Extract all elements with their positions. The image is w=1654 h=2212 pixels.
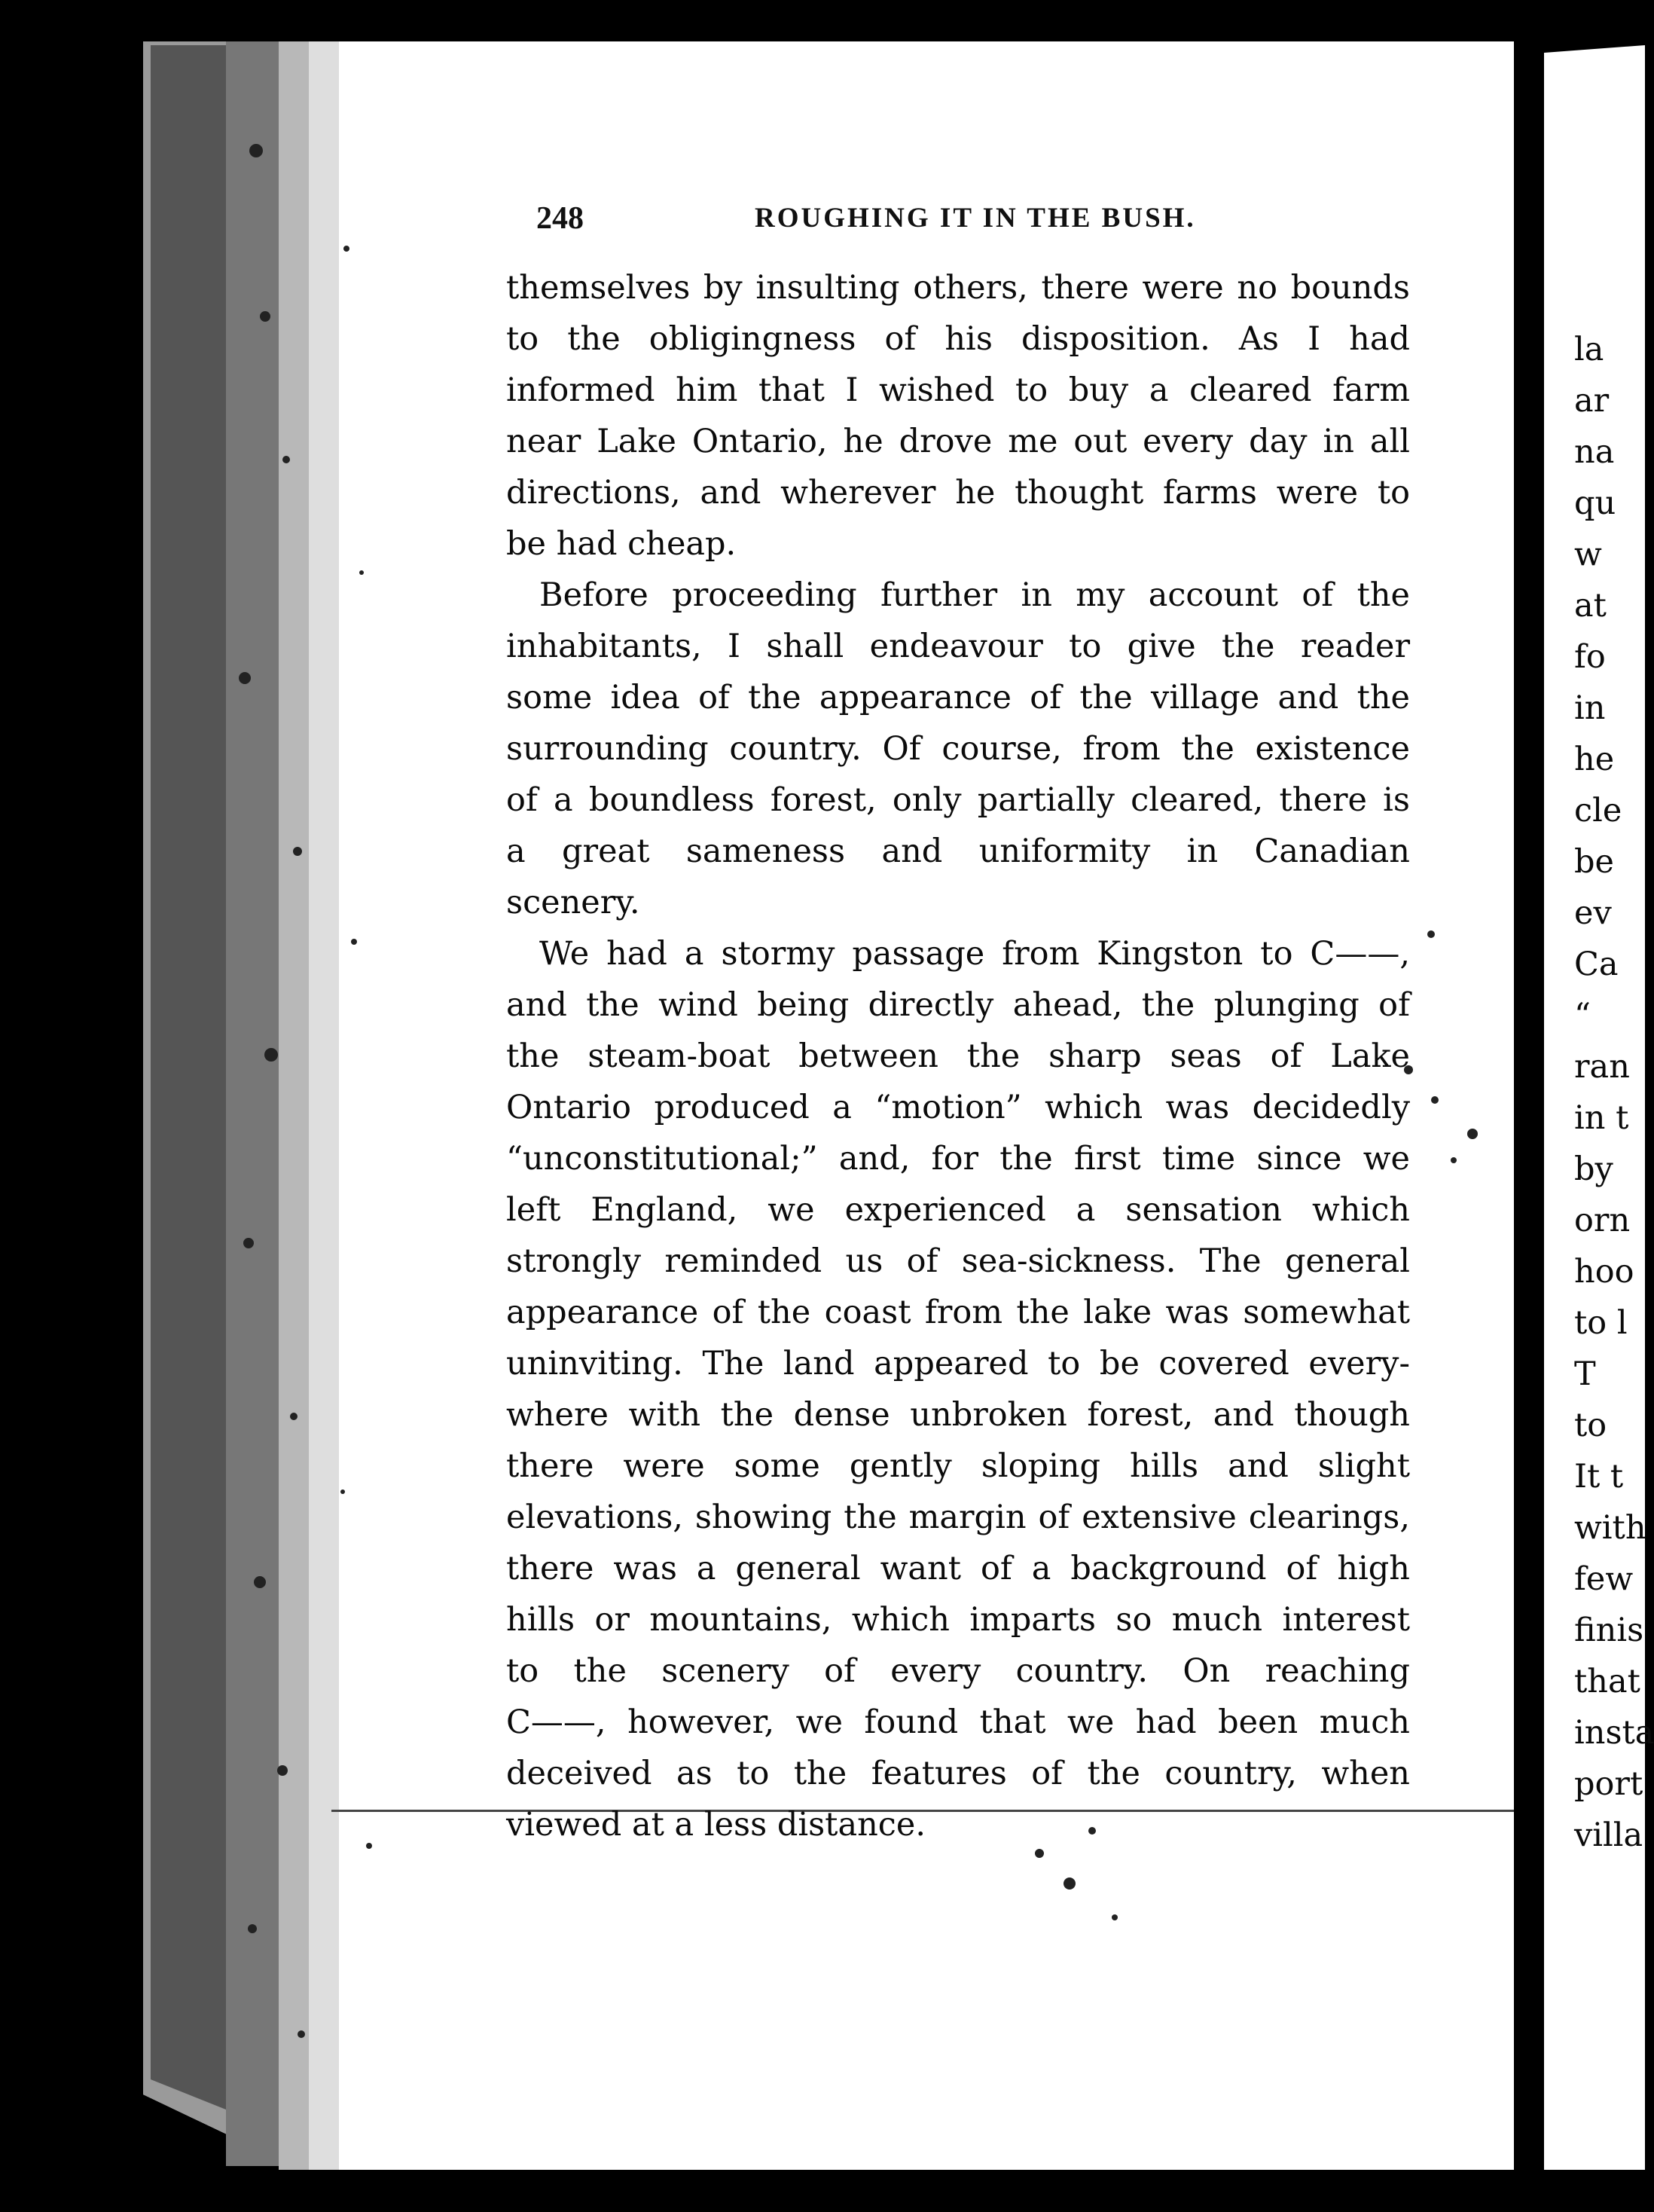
fragment: Ca: [1574, 946, 1619, 983]
text-line: to the scenery of every country. On reaching: [506, 1652, 1410, 1690]
text-line: left England, we experienced a sensation which: [506, 1191, 1410, 1229]
text-line: appearance of the coast from the lake was somewhat: [506, 1294, 1410, 1331]
fragment: by: [1574, 1150, 1613, 1188]
fragment: T: [1574, 1355, 1596, 1393]
text-line: the steam-boat between the sharp seas of Lake: [506, 1037, 1410, 1075]
fragment: na: [1574, 433, 1615, 471]
text-line: a great sameness and uniformity in Canadian: [506, 833, 1410, 870]
text-line: viewed at a less distance.: [506, 1806, 926, 1844]
text-line: there were some gently sloping hills and slight: [506, 1447, 1410, 1485]
fragment: w: [1574, 536, 1602, 573]
text-line: hills or mountains, which imparts so much interest: [506, 1601, 1410, 1639]
fragment: with: [1574, 1509, 1646, 1547]
fragment: at: [1574, 587, 1607, 625]
text-line: C——, however, we found that we had been much: [506, 1703, 1410, 1741]
fragment: cle: [1574, 792, 1622, 830]
fragment: to l: [1574, 1304, 1628, 1342]
text-line: and the wind being directly ahead, the plunging of: [506, 986, 1410, 1024]
text-line: near Lake Ontario, he drove me out every day in all: [506, 423, 1410, 460]
fragment: few: [1574, 1560, 1634, 1598]
text-line: be had cheap.: [506, 525, 737, 563]
text-line: some idea of the appearance of the village and the: [506, 679, 1410, 716]
text-line: We had a stormy passage from Kingston to C——,: [539, 935, 1410, 973]
text-line: inhabitants, I shall endeavour to give the reader: [506, 628, 1410, 665]
paragraph-1: [506, 262, 1410, 570]
fragment: fo: [1574, 638, 1606, 676]
paragraph-3: [506, 928, 1410, 979]
fragment: finis: [1574, 1612, 1644, 1649]
fragment: orn: [1574, 1202, 1631, 1239]
paragraph-2: [506, 570, 1410, 621]
text-line: of a boundless forest, only partially cleared, there is: [506, 781, 1410, 819]
body-text: [506, 262, 1410, 1850]
running-title: ROUGHING IT IN THE BUSH.: [755, 203, 1196, 234]
text-line: deceived as to the features of the country, when: [506, 1755, 1410, 1792]
fragment: port: [1574, 1765, 1643, 1803]
fragment: qu: [1574, 484, 1616, 522]
fragment: he: [1574, 741, 1615, 778]
fragment: It t: [1574, 1458, 1624, 1496]
text-line: strongly reminded us of sea-sickness. The general: [506, 1242, 1410, 1280]
text-line: Before proceeding further in my account of the: [539, 576, 1410, 614]
text-line: “unconstitutional;” and, for the first time since we: [506, 1140, 1410, 1178]
fragment: in: [1574, 689, 1606, 727]
text-line: surrounding country. Of course, from the existence: [506, 730, 1410, 768]
fragment: ev: [1574, 894, 1612, 932]
fragment: hoo: [1574, 1253, 1634, 1291]
fragment: in t: [1574, 1099, 1629, 1137]
fragment: to: [1574, 1407, 1607, 1444]
fragment: ar: [1574, 382, 1610, 420]
paragraph-3-continued: [506, 979, 1410, 1850]
text-line: there was a general want of a background of high: [506, 1550, 1410, 1587]
fragment: that: [1574, 1663, 1640, 1700]
text-line: scenery.: [506, 884, 640, 921]
text-line: uninviting. The land appeared to be covered every-: [506, 1345, 1410, 1382]
fragment: villa: [1574, 1816, 1643, 1854]
text-line: elevations, showing the margin of extensive clearings,: [506, 1499, 1410, 1536]
page-number: 248: [536, 201, 584, 236]
text-line: directions, and wherever he thought farms were to: [506, 474, 1410, 512]
running-head: [536, 200, 1410, 246]
fragment: ran: [1574, 1048, 1630, 1086]
right-page-fragments: [1574, 324, 1654, 1951]
text-line: where with the dense unbroken forest, and though: [506, 1396, 1410, 1434]
paragraph-2-continued: [506, 621, 1410, 928]
fragment: insta: [1574, 1714, 1654, 1752]
text-line: to the obligingness of his disposition. As I had: [506, 320, 1410, 358]
text-line: themselves by insulting others, there were no bounds: [506, 269, 1410, 307]
fragment: be: [1574, 843, 1614, 881]
text-line: informed him that I wished to buy a cleared farm: [506, 371, 1410, 409]
fragment: la: [1574, 331, 1604, 368]
fragment: “: [1574, 997, 1591, 1034]
text-line: Ontario produced a “motion” which was decidedly: [506, 1089, 1410, 1126]
